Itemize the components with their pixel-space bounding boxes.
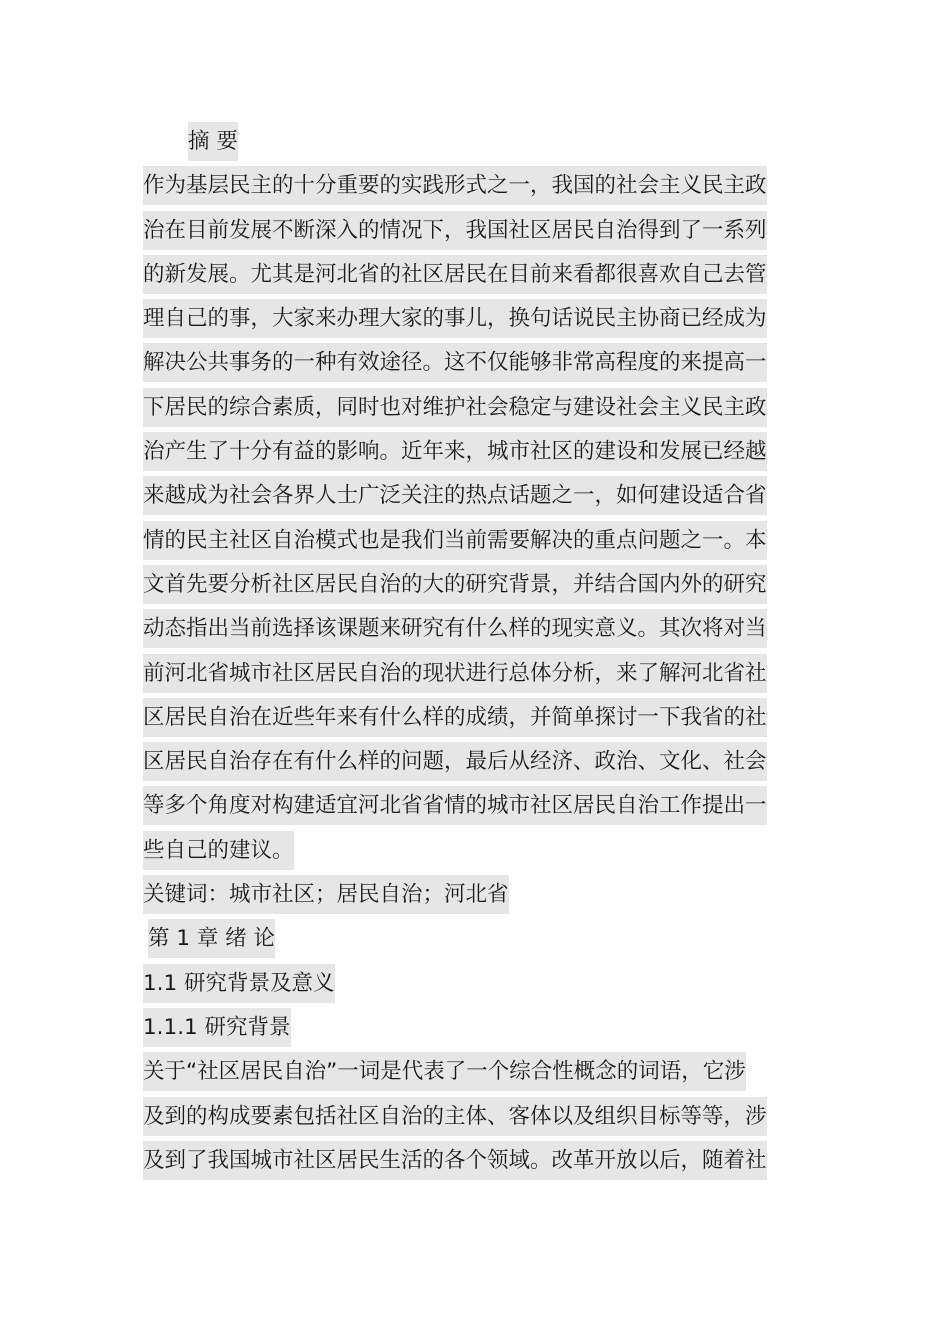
body-line-text: 关于“社区居民自治”一词是代表了一个综合性概念的词语，它涉: [143, 1052, 746, 1091]
abstract-line-text: 些自己的建议。: [143, 831, 294, 870]
text-column: [143, 120, 793, 1183]
abstract-line-text: 来越成为社会各界人士广泛关注的热点话题之一，如何建设适合省: [143, 476, 767, 515]
abstract-line-text: 理自己的事，大家来办理大家的事儿，换句话说民主协商已经成为: [143, 299, 767, 338]
section-heading-line: [143, 962, 793, 1006]
abstract-line: [143, 474, 793, 518]
abstract-line-text: 解决公共事务的一种有效途径。这不仅能够非常高程度的来提高一: [143, 343, 767, 382]
abstract-title: 摘 要: [188, 122, 238, 161]
subsection-heading-line: [143, 1006, 793, 1050]
abstract-line: [143, 253, 793, 297]
abstract-line: [143, 430, 793, 474]
abstract-line: [143, 164, 793, 208]
body-line: [143, 1139, 793, 1183]
abstract-line: [143, 740, 793, 784]
abstract-line-text: 区居民自治在近些年来有什么样的成绩，并简单探讨一下我省的社: [143, 698, 767, 737]
abstract-line-text: 区居民自治存在有什么样的问题，最后从经济、政治、文化、社会: [143, 742, 767, 781]
abstract-line-text: 等多个角度对构建适宜河北省省情的城市社区居民自治工作提出一: [143, 786, 767, 825]
abstract-line: [143, 652, 793, 696]
abstract-line-text: 前河北省城市社区居民自治的现状进行总体分析，来了解河北省社: [143, 654, 767, 693]
abstract-line: [143, 607, 793, 651]
subsection-heading: 1.1.1 研究背景: [143, 1008, 291, 1047]
abstract-line-text: 作为基层民主的十分重要的实践形式之一，我国的社会主义民主政: [143, 166, 767, 205]
body-line-text: 及到了我国城市社区居民生活的各个领域。改革开放以后，随着社: [143, 1141, 767, 1180]
abstract-line-text: 下居民的综合素质，同时也对维护社会稳定与建设社会主义民主政: [143, 388, 767, 427]
body-line: [143, 1050, 793, 1094]
abstract-line-text: 治产生了十分有益的影响。近年来，城市社区的建设和发展已经越: [143, 432, 767, 471]
abstract-line: [143, 209, 793, 253]
body-text: [143, 1050, 793, 1183]
abstract-line: [143, 297, 793, 341]
keywords-text: 关键词：城市社区；居民自治；河北省: [143, 875, 509, 914]
body-line-text: 及到的构成要素包括社区自治的主体、客体以及组织目标等等，涉: [143, 1097, 767, 1136]
abstract-line: [143, 829, 793, 873]
abstract-line: [143, 519, 793, 563]
abstract-line: [143, 696, 793, 740]
section-heading: 1.1 研究背景及意义: [143, 964, 335, 1003]
keywords-line: [143, 873, 793, 917]
abstract-line: [143, 563, 793, 607]
body-line: [143, 1095, 793, 1139]
abstract-line: [143, 784, 793, 828]
abstract-line-text: 文首先要分析社区居民自治的大的研究背景，并结合国内外的研究: [143, 565, 767, 604]
abstract-body: [143, 164, 793, 873]
abstract-title-line: [143, 120, 793, 164]
abstract-line: [143, 341, 793, 385]
abstract-line-text: 动态指出当前选择该课题来研究有什么样的现实意义。其次将对当: [143, 609, 767, 648]
chapter-heading-line: [143, 917, 793, 961]
abstract-line-text: 治在目前发展不断深入的情况下，我国社区居民自治得到了一系列: [143, 211, 767, 250]
abstract-line-text: 情的民主社区自治模式也是我们当前需要解决的重点问题之一。本: [143, 521, 767, 560]
abstract-line-text: 的新发展。尤其是河北省的社区居民在目前来看都很喜欢自己去管: [143, 255, 767, 294]
abstract-line: [143, 386, 793, 430]
chapter-heading: 第 1 章 绪 论: [148, 919, 275, 958]
